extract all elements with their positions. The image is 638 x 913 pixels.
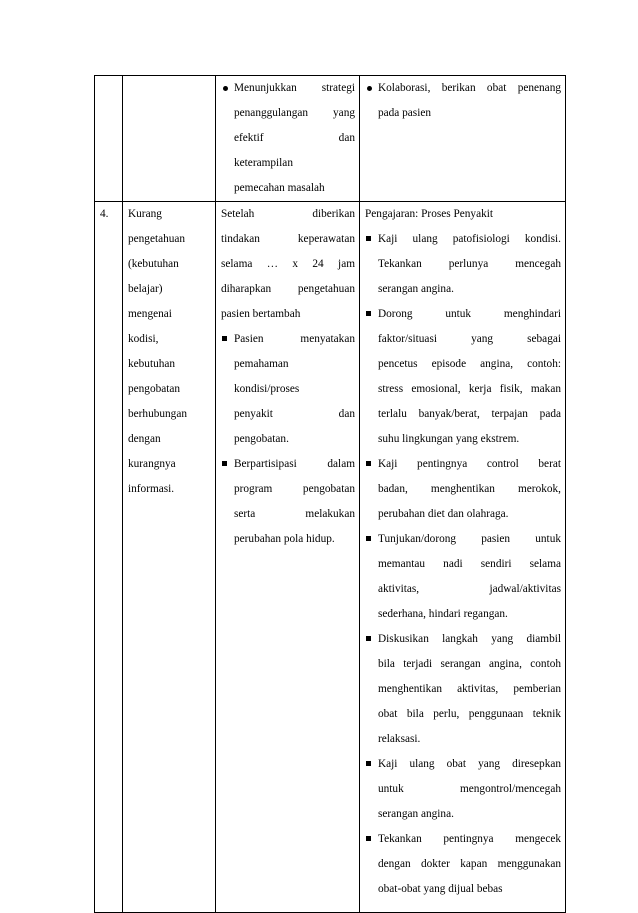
text-line: Kaji ulang patofisiologi kondisi. [378, 233, 561, 245]
cell-diagnosis-empty [123, 76, 216, 202]
text-line: Dorong untuk menghindari [378, 308, 561, 320]
text-line: selama … x 24 jam [221, 258, 355, 270]
text-line: Kaji pentingnya control berat [378, 458, 561, 470]
cell-number-empty [95, 76, 123, 202]
text-line: pengobatan [128, 383, 181, 395]
cell-intervention-continuation [360, 76, 566, 202]
text-line: faktor/situasi yang sebagai [378, 333, 561, 345]
text-line: belajar) [128, 283, 163, 295]
text-line: pasien bertambah [221, 308, 301, 320]
text-line: stress emosional, kerja fisik, makan [378, 383, 561, 395]
text-line: Tekankan pentingnya mengecek [378, 833, 561, 845]
text-line: sederhana, hindari regangan. [378, 608, 508, 620]
text-line: penanggulangan yang [234, 107, 355, 119]
intervention-bullet-list [365, 76, 561, 126]
text-line: dengan [128, 433, 161, 445]
outcome-bullet-item [221, 76, 355, 201]
text-line: perubahan diet dan olahraga. [378, 508, 509, 520]
text-line: kondisi/proses [234, 383, 300, 395]
text-line: Setelah diberikan [221, 208, 355, 220]
intervention-bullet-item [365, 76, 561, 126]
text-line: Diskusikan langkah yang diambil [378, 633, 561, 645]
text-line: serangan angina. [378, 283, 454, 295]
text-line: perubahan pola hidup. [234, 533, 335, 545]
text-line: berhubungan [128, 408, 187, 420]
outcome-criteria-list [221, 327, 355, 552]
text-line: menghentikan aktivitas, pemberian [378, 683, 561, 695]
text-line: (kebutuhan [128, 258, 179, 270]
table-row-diagnosis-4 [95, 202, 566, 913]
outcome-criteria-item [221, 452, 355, 552]
row-number: 4. [100, 208, 109, 220]
text-line: kurangnya [128, 458, 176, 470]
text-line: aktivitas, jadwal/aktivitas [378, 583, 561, 595]
text-line: mengenai [128, 308, 172, 320]
text-line: pencetus episode angina, contoh: [378, 358, 561, 370]
intervention-item [365, 527, 561, 627]
intervention-heading: Pengajaran: Proses Penyakit [365, 208, 494, 220]
text-line: pengobatan. [234, 433, 289, 445]
cell-outcome [216, 202, 360, 913]
text-line: Tunjukan/dorong pasien untuk [378, 533, 561, 545]
text-line: untuk mengontrol/mencegah [378, 783, 561, 795]
text-line: terlalu banyak/berat, terpajan pada [378, 408, 561, 420]
text-line: efektif dan [234, 132, 355, 144]
text-line: kebutuhan [128, 358, 176, 370]
intervention-item [365, 302, 561, 452]
cell-outcome-continuation [216, 76, 360, 202]
intervention-item [365, 452, 561, 527]
outcome-criteria-item [221, 327, 355, 452]
text-line: serangan angina. [378, 808, 454, 820]
text-line: obat bila perlu, penggunaan teknik [378, 708, 561, 720]
text-line: Kolaborasi, berikan obat penenang [378, 82, 561, 94]
text-line: pada pasien [378, 107, 432, 119]
text-line: pemahaman [234, 358, 289, 370]
intervention-item [365, 827, 561, 912]
text-line: Kaji ulang obat yang diresepkan [378, 758, 561, 770]
text-line: penyakit dan [234, 408, 355, 420]
text-line: tindakan keperawatan [221, 233, 355, 245]
text-line: Kurang [128, 208, 162, 220]
table-row-continuation [95, 76, 566, 202]
text-line: diharapkan pengetahuan [221, 283, 355, 295]
text-line: pemecahan masalah [234, 182, 325, 194]
text-line: relaksasi. [378, 733, 421, 745]
text-line: informasi. [128, 483, 175, 495]
text-line: dengan dokter kapan menggunakan [378, 858, 561, 870]
text-line: program pengobatan [234, 483, 355, 495]
text-line: obat-obat yang dijual bebas [378, 883, 503, 895]
text-line: suhu lingkungan yang ekstrem. [378, 433, 520, 445]
cell-diagnosis [123, 202, 216, 913]
text-line: Menunjukkan strategi [234, 82, 355, 94]
text-line: kodisi, [128, 333, 159, 345]
intervention-list [365, 227, 561, 912]
intervention-item [365, 227, 561, 302]
text-line: badan, menghentikan merokok, [378, 483, 561, 495]
text-line: pengetahuan [128, 233, 186, 245]
cell-intervention [360, 202, 566, 913]
text-line: Berpartisipasi dalam [234, 458, 355, 470]
nursing-care-plan-table [94, 75, 566, 913]
text-line: memantau nadi sendiri selama [378, 558, 561, 570]
text-line: Pasien menyatakan [234, 333, 355, 345]
intervention-item [365, 627, 561, 752]
cell-number [95, 202, 123, 913]
text-line: bila terjadi serangan angina, contoh [378, 658, 561, 670]
intervention-item [365, 752, 561, 827]
text-line: serta melakukan [234, 508, 355, 520]
text-line: keterampilan [234, 157, 293, 169]
outcome-bullet-list [221, 76, 355, 201]
text-line: Tekankan perlunya mencegah [378, 258, 561, 270]
